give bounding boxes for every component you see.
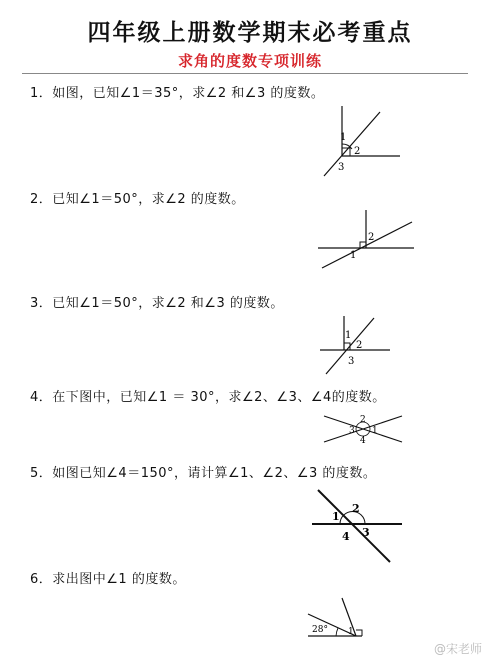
question-1-figure (318, 100, 408, 180)
question-2-text: 2．已知∠1＝50°，求∠2 的度数。 (30, 192, 245, 207)
angle-label-3: 3 (348, 356, 355, 367)
angle-label-1: 1 (345, 330, 352, 341)
angle-label-3: 3 (362, 526, 370, 539)
angle-label-3: 3 (338, 162, 345, 173)
angle-label-1: 1 (372, 426, 378, 436)
page-subtitle: 求角的度数专项训练 (177, 52, 322, 70)
question-5-figure (310, 482, 406, 566)
angle-label-4: 4 (342, 530, 350, 543)
angle-label-4: 4 (360, 436, 366, 446)
question-6-figure (306, 594, 376, 640)
angle-label-2: 2 (368, 232, 375, 243)
figure-line (318, 490, 390, 562)
angle-label-1: 1 (350, 250, 357, 261)
title-divider (22, 73, 468, 74)
watermark: @宋老师 (433, 642, 482, 656)
question-2-figure (316, 206, 416, 276)
question-4-figure (318, 408, 408, 450)
question-1-text: 1．如图，已知∠1＝35°，求∠2 和∠3 的度数。 (30, 86, 325, 101)
angle-label-2: 2 (356, 340, 363, 351)
angle-label-3: 3 (349, 426, 355, 436)
question-3-text: 3．已知∠1＝50°，求∠2 和∠3 的度数。 (30, 296, 284, 311)
figure-line (322, 222, 412, 268)
angle-label-1: 1 (332, 510, 340, 523)
figure-line (324, 112, 380, 176)
angle-label-1: 1 (340, 132, 347, 143)
angle-arc (336, 628, 338, 636)
question-5-text: 5．如图已知∠4＝150°，请计算∠1、∠2、∠3 的度数。 (30, 466, 377, 481)
question-6-text: 6．求出图中∠1 的度数。 (30, 572, 186, 587)
angle-label-2: 2 (352, 502, 360, 515)
page-title: 四年级上册数学期末必考重点 (87, 20, 413, 46)
angle-label-28: 28° (312, 625, 328, 635)
angle-label-1: 1 (348, 627, 354, 637)
angle-label-2: 2 (360, 415, 366, 425)
right-angle-mark (356, 630, 362, 636)
question-4-text: 4．在下图中，已知∠1 ＝ 30°，求∠2、∠3、∠4的度数。 (30, 390, 386, 405)
angle-label-2: 2 (354, 146, 361, 157)
question-3-figure (318, 312, 392, 378)
